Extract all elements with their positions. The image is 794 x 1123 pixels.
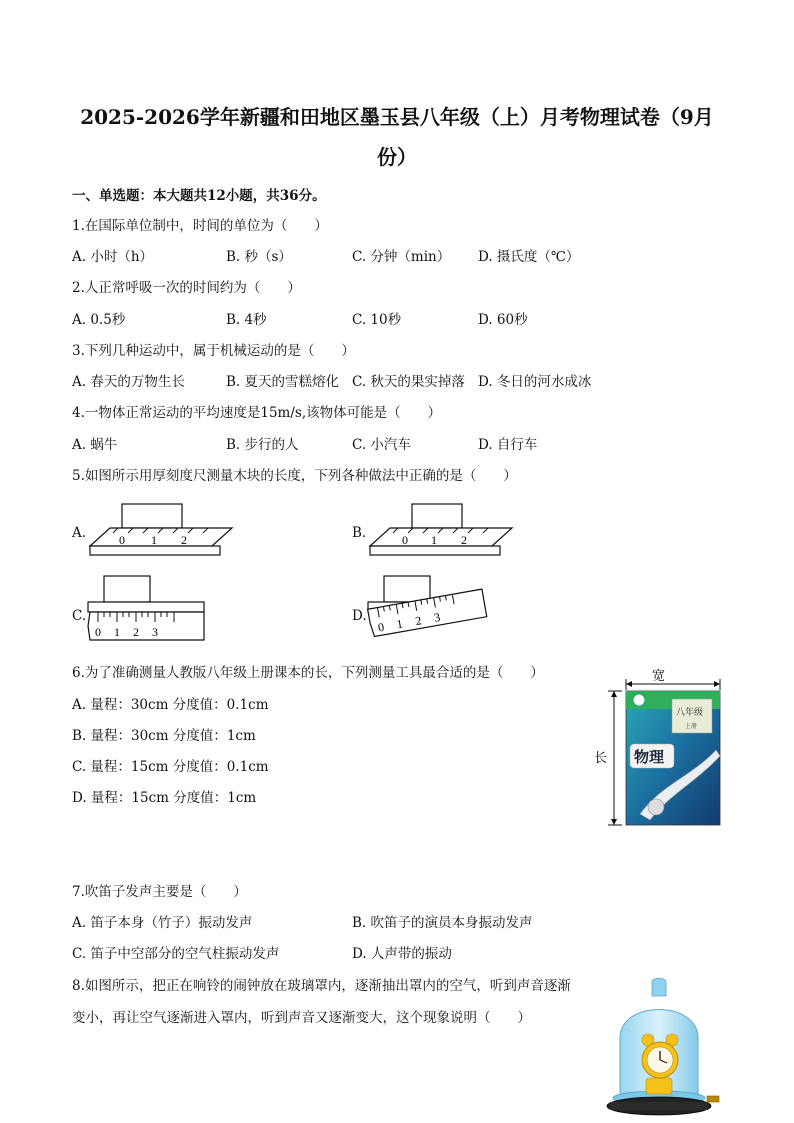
question-3-option-a: A. 春天的万物生长 — [72, 374, 185, 390]
tick-label: 2 — [461, 533, 467, 547]
question-3-option-c: C. 秋天的果实掉落 — [352, 374, 465, 390]
question-6-stem: 6.为了准确测量人教版八年级上册课本的长，下列测量工具最合适的是（ ） — [72, 665, 544, 681]
question-2-option-c: C. 10秒 — [352, 312, 402, 328]
length-label: 长 — [594, 750, 608, 765]
section-heading: 一、单选题：本大题共12小题，共36分。 — [72, 188, 326, 204]
exam-title: 2025-2026学年新疆和田地区墨玉县八年级（上）月考物理试卷（9月 — [80, 105, 714, 129]
tick-label: 0 — [402, 533, 408, 547]
tick-label: 2 — [414, 613, 423, 629]
question-2-option-b: B. 4秒 — [226, 312, 267, 328]
question-8-stem-cont: 变小，再让空气逐渐进入罩内，听到声音又逐渐变大，这个现象说明（ ） — [72, 1010, 531, 1026]
question-4-option-b: B. 步行的人 — [226, 437, 299, 453]
question-5-option-b: B. — [352, 525, 367, 541]
tick-label: 3 — [152, 625, 158, 639]
question-6-option-d: D. 量程：15cm 分度值：1cm — [72, 790, 257, 806]
question-3-option-d: D. 冬日的河水成冰 — [478, 374, 592, 390]
ruler-figure-a — [88, 496, 248, 560]
question-3-option-b: B. 夏天的雪糕熔化 — [226, 374, 340, 390]
question-1-option-c: C. 分钟（min） — [352, 249, 451, 265]
question-7-stem: 7.吹笛子发声主要是（ ） — [72, 884, 247, 900]
question-5-option-d: D. — [352, 608, 367, 624]
question-7-option-d: D. 人声带的振动 — [352, 946, 452, 962]
question-8-stem: 8.如图所示，把正在响铃的闹钟放在玻璃罩内，逐渐抽出罩内的空气，听到声音逐渐 — [72, 978, 571, 994]
question-5-option-a: A. — [72, 525, 87, 541]
question-4-option-c: C. 小汽车 — [352, 437, 411, 453]
ruler-figure-c — [86, 572, 210, 642]
tick-label: 2 — [181, 533, 187, 547]
tick-label: 0 — [95, 625, 101, 639]
question-6-option-b: B. 量程：30cm 分度值：1cm — [72, 728, 256, 744]
question-4-option-a: A. 蜗牛 — [72, 437, 118, 453]
book-title: 物理 — [634, 750, 665, 766]
question-2-option-d: D. 60秒 — [478, 312, 528, 328]
question-2-stem: 2.人正常呼吸一次的时间约为（ ） — [72, 280, 301, 296]
textbook-figure — [592, 664, 726, 830]
tick-label: 3 — [432, 609, 442, 625]
question-7-option-c: C. 笛子中空部分的空气柱振动发声 — [72, 946, 280, 962]
question-1-option-d: D. 摄氏度（℃） — [478, 249, 580, 265]
ruler-figure-b — [368, 496, 528, 560]
question-6-option-c: C. 量程：15cm 分度值：0.1cm — [72, 759, 269, 775]
tick-label: 2 — [133, 625, 139, 639]
width-label: 宽 — [652, 668, 666, 683]
question-7-option-a: A. 笛子本身（竹子）振动发声 — [72, 915, 253, 931]
question-5-stem: 5.如图所示用厚刻度尺测量木块的长度，下列各种做法中正确的是（ ） — [72, 468, 517, 484]
tick-label: 1 — [431, 533, 437, 547]
question-1-option-b: B. 秒（s） — [226, 249, 292, 265]
question-2-option-a: A. 0.5秒 — [72, 312, 126, 328]
book-grade: 八年级 — [676, 707, 704, 717]
tick-label: 0 — [376, 619, 386, 635]
ruler-figure-d — [366, 572, 490, 642]
tick-label: 1 — [395, 616, 404, 632]
tick-label: 0 — [119, 533, 125, 547]
question-1-option-a: A. 小时（h） — [72, 249, 154, 265]
book-volume: 上册 — [685, 724, 698, 730]
question-4-option-d: D. 自行车 — [478, 437, 538, 453]
tick-label: 1 — [114, 625, 120, 639]
question-7-option-b: B. 吹笛子的演员本身振动发声 — [352, 915, 533, 931]
question-4-stem: 4.一物体正常运动的平均速度是15m/s,该物体可能是（ ） — [72, 405, 442, 421]
exam-title-cont: 份） — [377, 145, 417, 169]
question-3-stem: 3.下列几种运动中，属于机械运动的是（ ） — [72, 343, 355, 359]
question-1-stem: 1.在国际单位制中，时间的单位为（ ） — [72, 218, 328, 234]
bell-jar-figure — [606, 978, 724, 1118]
tick-label: 1 — [151, 533, 157, 547]
question-5-option-c: C. — [72, 608, 87, 624]
question-6-option-a: A. 量程：30cm 分度值：0.1cm — [72, 697, 269, 713]
